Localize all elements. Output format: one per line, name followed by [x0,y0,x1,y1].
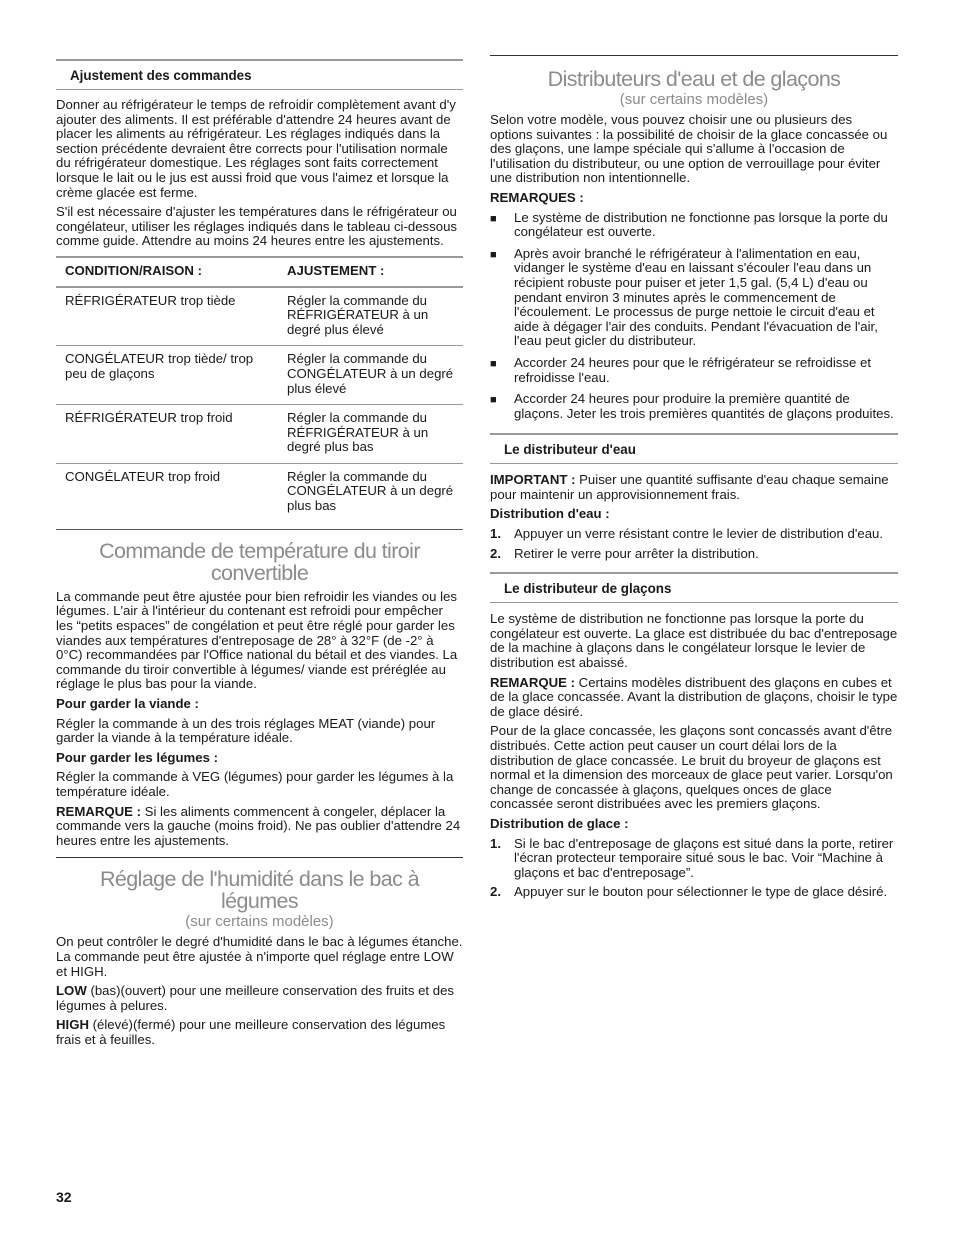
table-cell-ajustement: Régler la commande du CONGÉLATEUR à un degré plus bas [278,463,463,529]
table-header-ajustement: AJUSTEMENT : [278,257,463,287]
table-cell-condition: CONGÉLATEUR trop tiède/ trop peu de glaçons [56,346,278,405]
high-label: HIGH [56,1017,89,1033]
right-column [490,0,898,905]
list-item: ■ Après avoir branché le réfrigérateur à l'alimentation en eau, vidanger le système d'eau en laissant s'écouler l'eau dans un récipient robuste pour puiser et jeter 1,5 gal. (5,4 L) d'eau ou pendant environ 3 minutes après le commencement de l'écoulement. Le processus de purge nettoie le circuit d'eau et aide à dégager l'air des conduits. Pendant l'évacuation de l'air, l'eau peut gicler du distributeur. [490,245,878,349]
paragraph: On peut contrôler le degré d'humidité dans le bac à légumes étanche. La commande peut être ajustée à n'importe quel réglage entre LOW et HIGH. [56,934,463,979]
remarque-text: Si les aliments commencent à congeler, déplacer la commande vers la gauche (moins froid). Ne pas oublier d'attendre 24 heures entre les ajustements. [56,803,461,848]
table-header-condition: CONDITION/RAISON : [56,257,278,287]
paragraph: Selon votre modèle, vous pouvez choisir une ou plusieurs des options suivantes : la possibilité de choisir de la glace concassée ou des glaçons, une lampe spéciale qui s'allume à l'occasion de l'utilisation du distributeur, ou une option de verrouillage pour éviter une distribution non intentionnelle. [490,112,888,186]
paragraph: Le système de distribution ne fonctionne pas lorsque la porte du congélateur est ouverte. La glace est distribuée du bac d'entreposage de la machine à glaçons dans le congélateur lorsque le levier de distribution est abaissé. [490,611,898,671]
label-distribution-eau: Distribution d'eau : [490,506,610,522]
list-item: 2. Appuyer sur le bouton pour sélectionner le type de glace désiré. [490,884,888,900]
paragraph: Régler la commande à un des trois réglages MEAT (viande) pour garder la viande à la température idéale. [56,715,436,746]
list-item: ■ Le système de distribution ne fonctionne pas lorsque la porte du congélateur est ouverte. [490,209,888,240]
remarque-label: REMARQUE : [56,803,141,819]
table-header-row [56,257,463,287]
paragraph: Donner au réfrigérateur le temps de refroidir complètement avant d'y ajouter des aliments. Il est préférable d'attendre 24 heures avant de placer les aliments au réfrigérateur. Les réglages indiqués dans la section précédente devraient être corrects pour l'utilisation normale du réfrigérateur domestique. Les réglages sont faits correctement lorsque le lait ou le jus est aussi froid que vous l'aimez et lorsque la crème glacée est ferme. [56,97,456,200]
low-text: (bas)(ouvert) pour une meilleure conservation des fruits et des légumes à pelures. [56,983,455,1013]
table-cell-condition: CONGÉLATEUR trop froid [56,463,278,529]
label-legumes: Pour garder les légumes : [56,749,218,765]
remarques-label: REMARQUES : [490,189,584,205]
section-subtitle: (sur certains modèles) [185,913,334,931]
remarque-label: REMARQUE : [490,674,575,690]
remarque-paragraph [56,805,463,849]
left-column [56,0,463,1053]
table-row [56,463,463,529]
list-item: 2. Retirer le verre pour arrêter la distribution. [490,545,759,561]
table-cell-ajustement: Régler la commande du CONGÉLATEUR à un degré plus élevé [278,346,463,405]
section-subtitle: (sur certains modèles) [619,91,769,108]
eau-steps [490,527,898,561]
section-title-tiroir: Commande de température du tiroir convertible [99,538,420,585]
section-heading-eau: Le distributeur d'eau [490,433,898,464]
high-paragraph [56,1018,463,1047]
list-item: 1. Si le bac d'entreposage de glaçons est situé dans la porte, retirer l'écran protecteur temporaire situé sous le bac. Voir “Machine à glaçons et bac d'entreposage”. [490,835,894,880]
table-cell-condition: RÉFRIGÉRATEUR trop tiède [56,287,278,346]
label-viande: Pour garder la viande : [56,696,199,712]
table-row [56,287,463,346]
page-number: 32 [56,1189,72,1205]
high-text: (élevé)(fermé) pour une meilleure conservation des légumes frais et à feuilles. [56,1017,446,1047]
square-bullet-icon: ■ [490,357,497,370]
low-paragraph [56,984,463,1013]
square-bullet-icon: ■ [490,394,497,407]
remarque-paragraph [490,676,898,720]
notes-list [490,211,898,422]
square-bullet-icon: ■ [490,212,497,225]
section-heading-ajustement: Ajustement des commandes [56,59,463,90]
glace-steps [490,837,898,900]
paragraph: Pour de la glace concassée, les glaçons sont concassés avant d'être distribués. Cette action peut causer un court délai lors de la distribution de glace concassée. Le bruit du broyeur de glaçons est normal et la dimension des morceaux de glace peut varier. Lorsqu'on change de concassée à glaçons, quelques onces de glace concassée seront distribuées avec les premiers glaçons. [490,723,893,812]
section-heading-glacons: Le distributeur de glaçons [490,572,898,603]
list-item: 1. Appuyer un verre résistant contre le levier de distribution d'eau. [490,526,884,542]
section-title-distributeurs: Distributeurs d'eau et de glaçons [547,67,841,91]
important-text: Puiser une quantité suffisante d'eau chaque semaine pour maintenir un approvisionnement frais. [490,472,889,502]
table-cell-ajustement: Régler la commande du RÉFRIGÉRATEUR à un degré plus élevé [278,287,463,346]
section-title-humidite: Réglage de l'humidité dans le bac à légumes [100,867,419,914]
important-paragraph [490,473,898,502]
label-distribution-glace: Distribution de glace : [490,815,629,831]
list-item: ■ Accorder 24 heures pour que le réfrigérateur se refroidisse et refroidisse l'eau. [490,354,871,385]
list-item: ■ Accorder 24 heures pour produire la première quantité de glaçons. Jeter les trois premières quantités de glaçons produites. [490,391,894,421]
table-row [56,346,463,405]
paragraph: Régler la commande à VEG (légumes) pour garder les légumes à la température idéale. [56,769,454,799]
important-label: IMPORTANT : [490,472,576,488]
adjustment-table [56,256,463,530]
square-bullet-icon: ■ [490,248,497,261]
table-cell-ajustement: Régler la commande du RÉFRIGÉRATEUR à un degré plus bas [278,405,463,464]
low-label: LOW [56,983,87,999]
remarque-text: Certains modèles distribuent des glaçons en cubes et de la glace concassée. Avant la distribution de glaçons, choisir le type de glace désiré. [490,674,898,719]
table-cell-condition: RÉFRIGÉRATEUR trop froid [56,405,278,464]
table-row [56,405,463,464]
paragraph: La commande peut être ajustée pour bien refroidir les viandes ou les légumes. L'air à l'intérieur du contenant est refroidi pour empêcher les “petits espaces” de congélation et peut être réglé pour garder les viandes aux températures d'entreposage de 28° à 32°F (de -2° à 0°C) recommandées par l'Office national du bétail et des viandes. La commande du tiroir convertible à légumes/ viande est préréglée au réglage le plus bas pour la viande. [56,588,458,692]
paragraph: S'il est nécessaire d'ajuster les températures dans le réfrigérateur ou congélateur, utiliser les réglages indiqués dans le tableau ci-dessous comme guide. Attendre au moins 24 heures entre les ajustements. [56,204,458,249]
